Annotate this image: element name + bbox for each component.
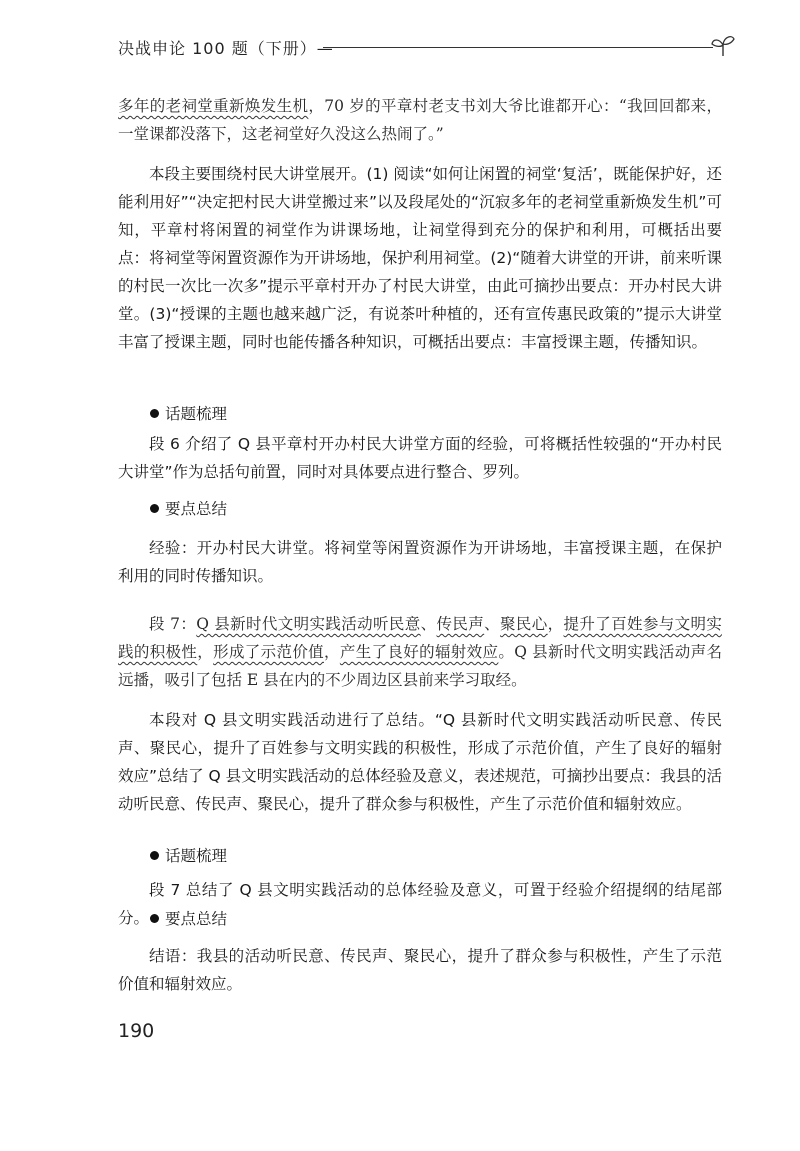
header-rule — [323, 47, 713, 48]
analysis-paragraph-6: 本段主要围绕村民大讲堂展开。(1) 阅读“如何让闲置的祠堂‘复活’，既能保护好，还能利用好”“决定把村民大讲堂搬过来”以及段尾处的“沉寂多年的老祠堂重新焕发生机”可知，平章村将闲置的祠堂作为讲课场地，让祠堂得到充分的保护和利用，可概括出要点：将祠堂等闲置资源作为开讲场地，保护利用祠堂。(2)“随着大讲堂的开讲，前来听课的村民一次比一次多”提示平章村开办了村民大讲堂，由此可摘抄出要点：开办村民大讲堂。(3)“授课的主题也越来越广泛，有说茶叶种植的，还有宣传惠民政策的”提示大讲堂丰富了授课主题，同时也能传播各种知识，可概括出要点：丰富授课主题，传播知识。 — [118, 165, 722, 351]
bullet-icon — [150, 504, 159, 513]
underlined-phrase: 形成了示范价值 — [213, 643, 325, 661]
summary-paragraph-6: 经验：开办村民大讲堂。将祠堂等闲置资源作为开讲场地，丰富授课主题，在保护利用的同时传播知识。 — [118, 539, 722, 585]
underlined-phrase: Q 县新时代文明实践活动听民意 — [196, 615, 421, 633]
bullet-icon — [150, 409, 159, 418]
underlined-phrase: 产生了良好的辐射效应 — [339, 643, 499, 661]
summary-paragraph-7: 结语：我县的活动听民意、传民声、聚民心，提升了群众参与积极性，产生了示范价值和辐射效应。 — [118, 947, 722, 993]
topic-paragraph-6: 段 6 介绍了 Q 县平章村开办村民大讲堂方面的经验，可将概括性较强的“开办村民大讲堂”作为总括句前置，同时对具体要点进行整合、罗列。 — [118, 435, 722, 481]
punctuation: ， — [197, 643, 214, 661]
analysis-paragraph-7: 本段对 Q 县文明实践活动进行了总结。“Q 县新时代文明实践活动听民意、传民声、聚民心，提升了百姓参与文明实践的积极性，形成了示范价值，产生了良好的辐射效应”总结了 Q 县文明实践活动的总体经验及意义，表述规范，可摘抄出要点：我县的活动听民意、传民声、聚民心，提升了群众参与积极性，产生了示范价值和辐射效应。 — [118, 711, 722, 813]
quote-text: ，70 岁的平章村老支书刘大爷比谁都开心：“我回回都来，一堂课都没落下，这老祠堂好久没这么热闹了。” — [118, 97, 722, 143]
section-heading-label: 要点总结 — [165, 500, 228, 518]
bullet-icon — [150, 914, 159, 923]
section-heading-label: 要点总结 — [165, 910, 228, 928]
quoted-passage-7 — [118, 610, 722, 694]
passage-label: 段 7： — [149, 615, 197, 633]
underlined-phrase: 聚民心 — [500, 615, 548, 633]
quote-text: 。Q 县新时代文明实践活动声名远播，吸引了包括 E 县在内的不少周边区县前来学习取经。 — [118, 643, 722, 689]
sprout-icon — [710, 32, 736, 58]
underlined-phrase: 提升了百姓参与文明实践的积极性 — [118, 615, 722, 661]
topic-paragraph-7: 段 7 总结了 Q 县文明实践活动的总体经验及意义，可置于经验介绍提纲的结尾部分。 — [118, 881, 722, 927]
punctuation: ， — [547, 615, 564, 633]
quoted-passage-top — [118, 92, 722, 148]
book-title: 决战申论 100 题（下册）— — [118, 39, 334, 58]
section-heading-topic — [150, 402, 227, 426]
page-number: 190 — [118, 1020, 155, 1042]
bullet-icon — [150, 851, 159, 860]
punctuation: 、 — [420, 615, 437, 633]
running-header — [118, 36, 738, 60]
underlined-phrase: 传民声 — [436, 615, 485, 633]
punctuation: 、 — [484, 615, 501, 633]
section-heading-summary — [150, 497, 227, 521]
section-heading-topic — [150, 844, 227, 868]
section-heading-summary — [150, 907, 227, 931]
section-heading-label: 话题梳理 — [165, 847, 228, 865]
underlined-phrase: 多年的老祠堂重新焕发生机 — [118, 97, 309, 115]
section-heading-label: 话题梳理 — [165, 405, 228, 423]
punctuation: ， — [324, 643, 340, 661]
